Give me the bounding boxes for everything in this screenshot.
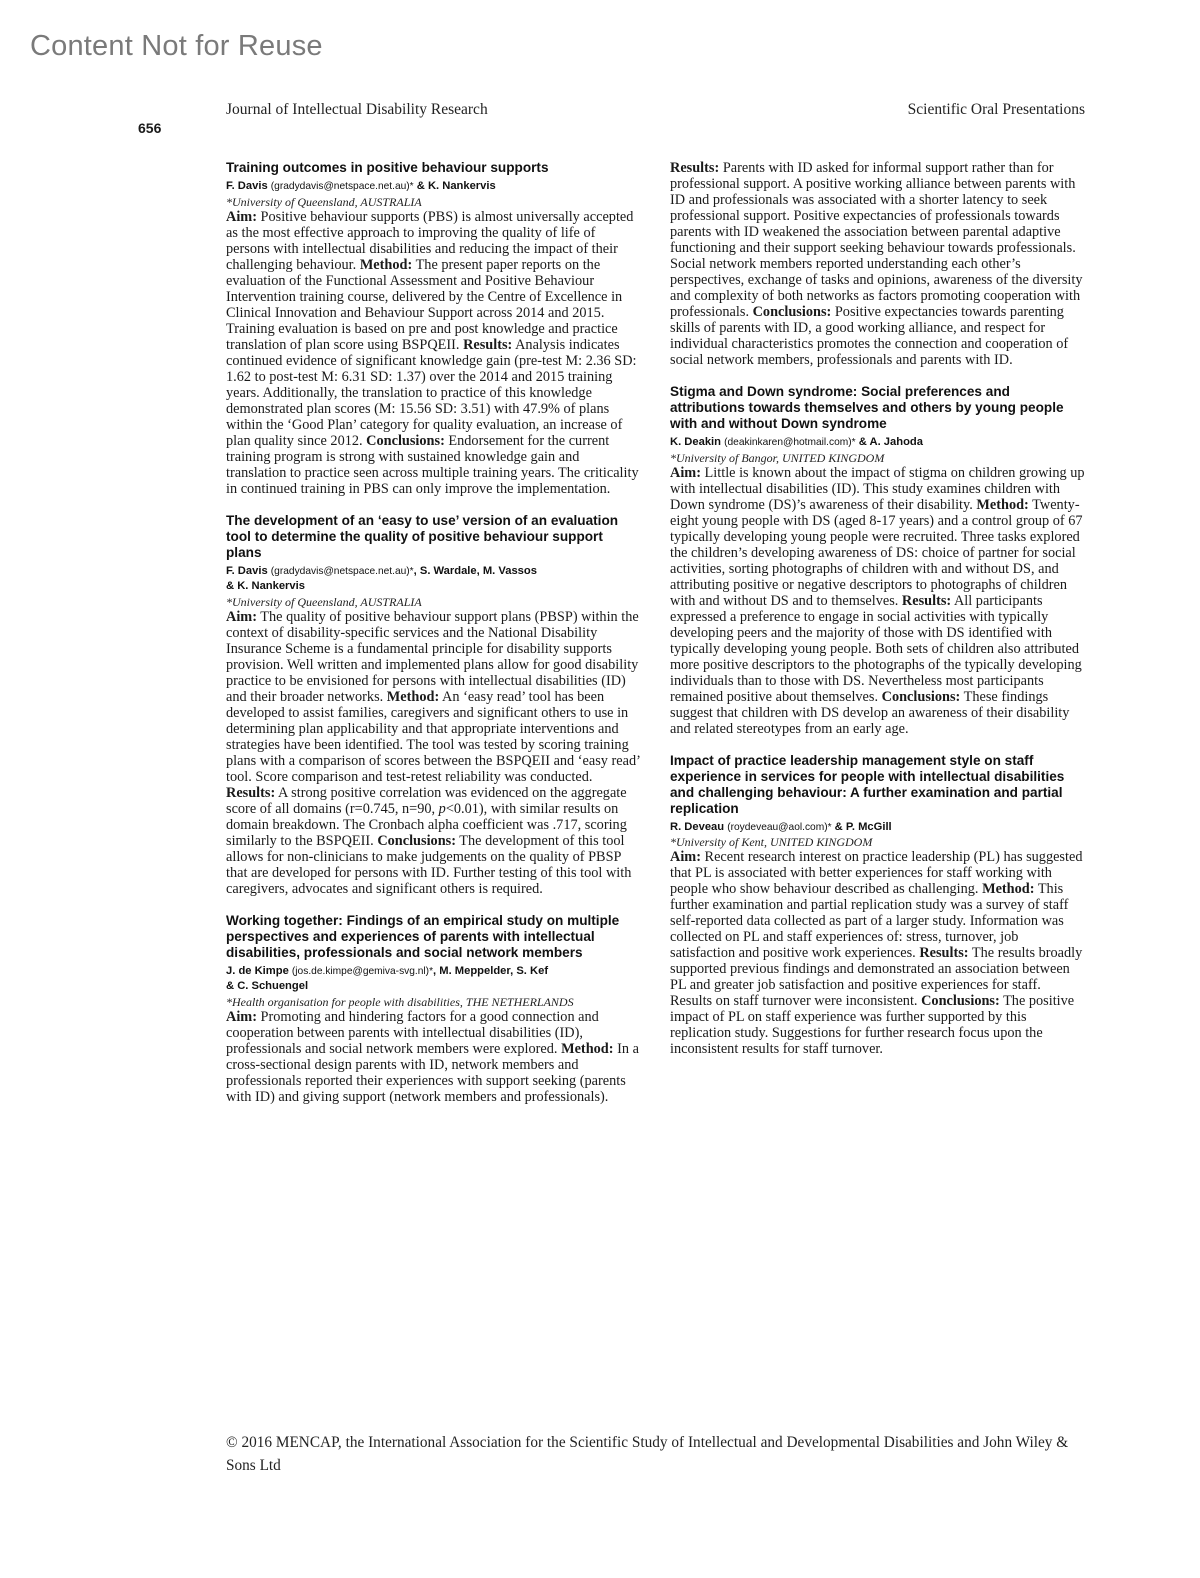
coauthors: , S. Wardale, M. Vassos — [413, 564, 537, 577]
abstract-working-together-cont — [670, 160, 1085, 368]
abstract-body — [670, 849, 1085, 1057]
author-email: (jos.de.kimpe@gemiva-svg.nl)* — [291, 965, 434, 977]
abstract-body — [226, 1009, 640, 1105]
p-value-symbol: p — [438, 800, 446, 817]
results-text: A strong positive correlation was evidenced on the aggregate score of all domains (r=0.745, n=90, — [226, 784, 627, 817]
coauthors-cont: & C. Schuengel — [226, 980, 309, 992]
method-label: Method: — [561, 1040, 614, 1057]
author-name: K. Deakin — [670, 436, 721, 448]
conclusions-text: The positive impact of PL on staff experience was further supported by this replication study. Suggestions for further research focus upon the inconsistent results for staff turnover. — [670, 993, 1075, 1057]
affiliation: *Health organisation for people with disabilities, THE NETHERLANDS — [226, 994, 574, 1009]
affiliation: *University of Kent, UNITED KINGDOM — [670, 835, 873, 849]
conclusions-label: Conclusions: — [377, 832, 456, 849]
results-text: The results broadly supported previous findings and demonstrated an association between PL and greater job satisfaction and positive experiences for staff. Results on staff turnover were inconsistent. — [670, 945, 1083, 1009]
coauthors: & P. McGill — [834, 820, 892, 833]
affiliation: *University of Queensland, AUSTRALIA — [226, 594, 422, 609]
aim-text: The quality of positive behaviour support plans (PBSP) within the context of disability-specific services and the National Disability Insurance Scheme is a fundamental principle for disability supports provision. Well written and implemented plans allow for good disability practice to be envisioned for persons with intellectual disabilities (ID) and their broader networks. — [226, 608, 639, 705]
conclusions-text: These findings suggest that children with DS develop an awareness of their disability and related stereotypes from an early age. — [670, 688, 1070, 737]
abstract-training-outcomes — [226, 160, 640, 497]
author-line — [226, 564, 640, 595]
section-title: Scientific Oral Presentations — [907, 101, 1085, 118]
method-label: Method: — [982, 881, 1035, 897]
conclusions-label: Conclusions: — [881, 688, 961, 705]
coauthors: & A. Jahoda — [858, 436, 923, 448]
aim-label: Aim: — [670, 849, 701, 865]
abstract-body — [226, 209, 640, 497]
method-text: In a cross-sectional design parents with ID, network members and professionals reported their experiences with support seeking (parents with ID) and giving support (network members and professionals). — [226, 1040, 639, 1105]
aim-label: Aim: — [226, 208, 257, 225]
copyright-footer: © 2016 MENCAP, the International Association for the Scientific Study of Intellectual and Developmental Disabilities and John Wiley & Sons Ltd — [226, 1434, 1069, 1474]
author-email: (roydeveau@aol.com)* — [727, 821, 832, 833]
method-label: Method: — [976, 496, 1029, 513]
method-label: Method: — [359, 256, 413, 273]
coauthors: , M. Meppelder, S. Kef — [433, 964, 549, 977]
author-line — [670, 820, 1085, 836]
author-name: F. Davis — [226, 180, 268, 192]
results-text-cont: <0.01), with similar results on domain breakdown. The Cronbach alpha coefficient was .717, scoring similarly to the BSPQEII. — [226, 800, 627, 849]
affiliation: *University of Bangor, UNITED KINGDOM — [670, 450, 885, 465]
aim-text: Recent research interest on practice leadership (PL) has suggested that PL is associated with better experiences for staff working with people who show behaviour described as challenging. — [670, 849, 1083, 897]
results-label: Results: — [919, 945, 969, 961]
abstract-title: Impact of practice leadership management style on staff experience in services for people with intellectual disabilities and challenging behaviour: A further examination and partial replication — [670, 752, 1065, 816]
author-name: R. Deveau — [670, 820, 725, 833]
results-label: Results: — [901, 592, 952, 609]
author-line — [226, 964, 640, 995]
aim-text: Positive behaviour supports (PBS) is almost universally accepted as the most effective approach to improving the quality of life of persons with intellectual disabilities and reducing the impact of their challenging behaviour. — [226, 208, 634, 273]
coauthors-cont: & K. Nankervis — [226, 580, 305, 592]
conclusions-text: Positive expectancies towards parenting skills of parents with ID, a good working alliance, and respect for individual characteristics promotes the connection and cooperation of social network members, professionals and parents with ID. — [670, 304, 1069, 368]
abstract-title: Working together: Findings of an empirical study on multiple perspectives and experiences of parents with intellectual disabilities, professionals and social network members — [226, 912, 620, 960]
method-text: Twenty-eight young people with DS (aged 8-17 years) and a control group of 67 typically developing young people were recruited. Three tasks explored the children’s developing awareness of DS: choice of partner for social activities, sorting photographs of children with and without DS, and attributing positive or negative descriptors to photographs of children with and without DS and to themselves. — [670, 496, 1083, 609]
author-line — [670, 435, 1085, 451]
page-number: 656 — [138, 120, 162, 136]
author-name: J. de Kimpe — [226, 964, 289, 977]
aim-label: Aim: — [226, 608, 257, 625]
abstract-body — [226, 609, 640, 897]
abstract-body — [670, 160, 1085, 368]
journal-title: Journal of Intellectual Disability Research — [226, 101, 488, 118]
abstract-title: Training outcomes in positive behaviour supports — [226, 160, 549, 175]
conclusions-label: Conclusions: — [366, 432, 445, 449]
results-text: Parents with ID asked for informal support rather than for professional support. A positive working alliance between parents with ID and professionals was associated with a shorter latency to seek professional support. Positive expectancies of professionals towards parents with ID weakened the association between parental adaptive functioning and their support seeking behaviour towards professionals. Social network members reported understanding each other’s perspectives, exchange of tasks and opinions, awareness of the diversity and complexity of both networks as factors promoting cooperation with professionals. — [670, 160, 1083, 320]
method-label: Method: — [386, 688, 440, 705]
abstract-practice-leadership — [670, 753, 1085, 1058]
aim-label: Aim: — [226, 1008, 257, 1025]
conclusions-text: The development of this tool allows for non-clinicians to make judgements on the quality of PBSP that are developed for persons with ID. Further testing of this tool with caregivers, advocates and significant others is required. — [226, 832, 632, 897]
abstract-easy-to-use-tool — [226, 513, 640, 897]
results-label: Results: — [670, 160, 720, 176]
method-text: This further examination and partial replication study was a survey of staff self-reported data collected as part of a larger study. Information was collected on PL and staff experiences of: stress, turnover, job satisfaction and positive work experiences. — [670, 881, 1069, 961]
abstract-working-together — [226, 913, 640, 1105]
watermark: Content Not for Reuse — [30, 30, 323, 62]
aim-text: Little is known about the impact of stigma on children growing up with intellectual disabilities (ID). This study examines children with Down syndrome (DS)’s awareness of their disability. — [670, 464, 1085, 513]
author-email: (gradydavis@netspace.net.au)* — [270, 181, 414, 192]
results-text: All participants expressed a preference to engage in social activities with typically developing peers and the majority of those with DS identified with typically developing young people. Both sets of children also attributed more positive descriptors to the photographs of the typically developing individuals than to those with DS. Nevertheless most participants remained positive about themselves. — [670, 592, 1082, 705]
results-label: Results: — [463, 336, 513, 353]
abstract-stigma-down-syndrome — [670, 384, 1085, 737]
aim-text: Promoting and hindering factors for a good connection and cooperation between parents with intellectual disabilities (ID), professionals and social network members were explored. — [226, 1008, 599, 1057]
conclusions-text: Endorsement for the current training program is strong with sustained knowledge gain and translation to practice seen across multiple training years. The criticality in continued training in PBS can only improve the implementation. — [226, 432, 639, 497]
affiliation: *University of Queensland, AUSTRALIA — [226, 194, 422, 209]
results-label: Results: — [226, 784, 276, 801]
abstract-title: The development of an ‘easy to use’ version of an evaluation tool to determine the quality of positive behaviour support plans — [226, 512, 619, 560]
right-column — [670, 160, 1085, 1073]
author-name: F. Davis — [226, 564, 268, 577]
left-column — [226, 160, 640, 1121]
author-email: (deakinkaren@hotmail.com)* — [724, 437, 856, 448]
abstract-body — [670, 465, 1085, 737]
author-email: (gradydavis@netspace.net.au)* — [270, 565, 414, 577]
results-text: Analysis indicates continued evidence of significant knowledge gain (pre-test M: 2.36 SD: 1.62 to post-test M: 6.31 SD: 1.37) over the 2014 and 2015 training years. Additionally, the translation to practice of this knowledge demonstrated plan scores (M: 15.56 SD: 3.51) with 47.9% of plans within the ‘Good Plan’ category for quality evaluation, an increase of plan quality since 2012. — [226, 336, 637, 449]
method-text: An ‘easy read’ tool has been developed to assist families, caregivers and significant others to use in determining plan applicability and that appropriate interventions and strategies have been identified. The tool was tested by scoring training plans with a comparison of scores between the BSPQEII and ‘easy read’ tool. Score comparison and test-retest reliability was conducted. — [226, 688, 640, 785]
conclusions-label: Conclusions: — [921, 993, 1000, 1009]
method-text: The present paper reports on the evaluation of the Functional Assessment and Positive Behaviour Intervention training course, delivered by the Centre of Excellence in Clinical Innovation and Behaviour Support across 2014 and 2015. Training evaluation is based on pre and post knowledge and practice translation of plan score using BSPQEII. — [226, 256, 623, 353]
coauthors: & K. Nankervis — [416, 180, 496, 192]
abstract-title: Stigma and Down syndrome: Social preferences and attributions towards themselves and others by young people with and without Down syndrome — [670, 384, 1064, 431]
aim-label: Aim: — [670, 464, 701, 481]
conclusions-label: Conclusions: — [752, 304, 832, 320]
author-line — [226, 179, 640, 195]
